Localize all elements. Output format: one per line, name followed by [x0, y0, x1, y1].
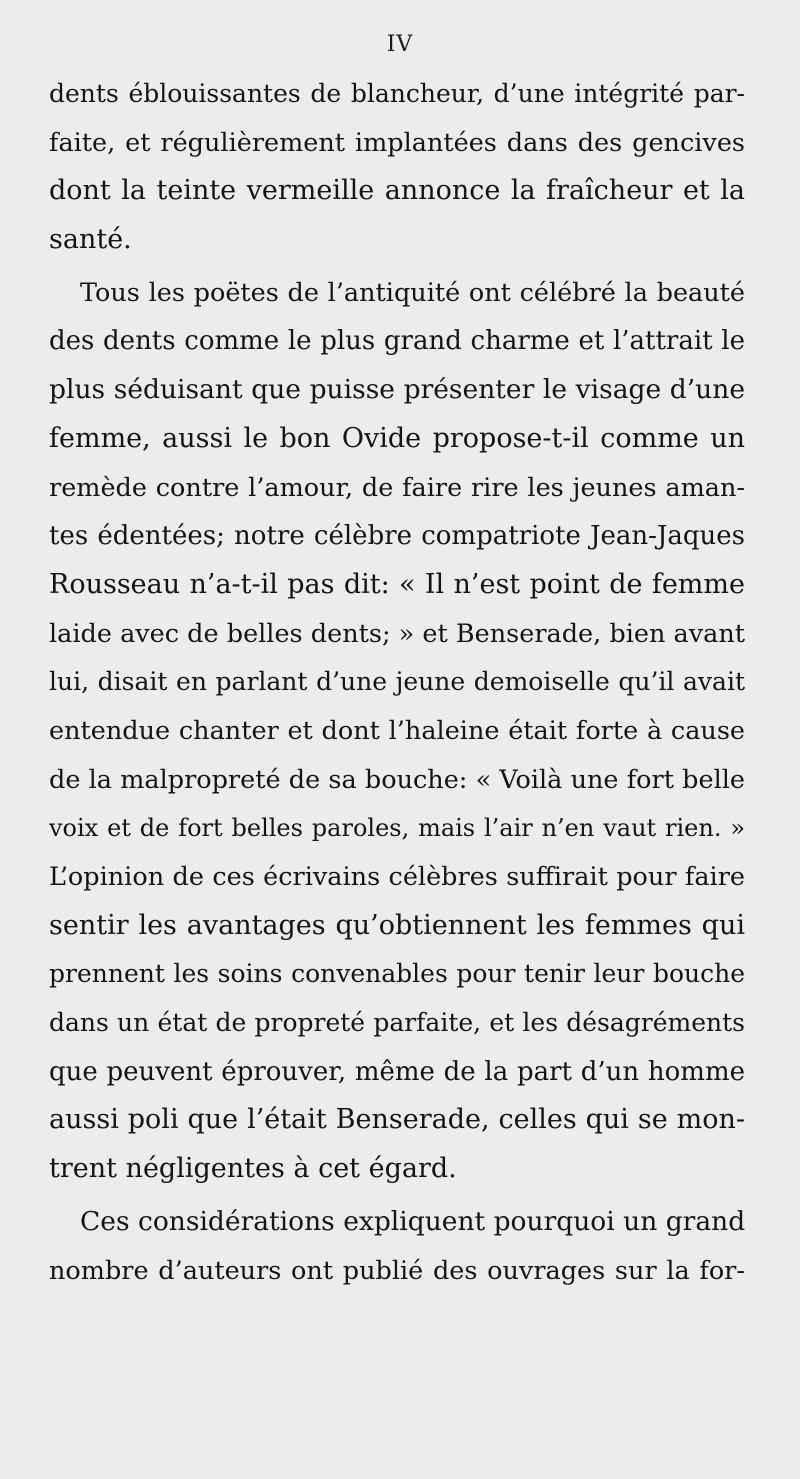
text-line: tes édentées; notre célèbre compatriote Jean-Jaques	[49, 521, 745, 552]
text-line: faite, et régulièrement implantées dans des gencives	[49, 127, 745, 158]
text-line: des dents comme le plus grand charme et l’attrait le	[49, 326, 745, 357]
text-line: nombre d’auteurs ont publié des ouvrages sur la for-	[49, 1255, 745, 1286]
text-line: Rousseau n’a-t-il pas dit: « Il n’est point de femme	[49, 568, 745, 600]
paragraph-2	[49, 269, 745, 1194]
text-line: prennent les soins convenables pour tenir leur bouche	[49, 959, 745, 989]
text-line: Tous les poëtes de l’antiquité ont célébré la beauté	[80, 277, 745, 308]
text-line: aussi poli que l’était Benserade, celles qui se mon-	[49, 1104, 745, 1136]
paragraph-1	[49, 70, 745, 265]
text-line: que peuvent éprouver, même de la part d’un homme	[49, 1056, 745, 1087]
text-line: dans un état de propreté parfaite, et les désagréments	[49, 1008, 745, 1038]
body-text	[49, 70, 745, 1295]
text-line: sentir les avantages qu’obtiennent les femmes qui	[49, 909, 745, 941]
text-line: Ces considérations expliquent pourquoi un grand	[80, 1205, 745, 1237]
text-line: laide avec de belles dents; » et Benserade, bien avant	[49, 618, 745, 649]
text-line: plus séduisant que puisse présenter le visage d’une	[49, 374, 745, 406]
text-line: dents éblouissantes de blancheur, d’une intégrité par-	[49, 79, 745, 108]
text-line: dont la teinte vermeille annonce la fraîcheur et la	[49, 175, 745, 207]
text-line: trent négligentes à cet égard.	[49, 1153, 457, 1185]
text-line: remède contre l’amour, de faire rire les jeunes aman-	[49, 472, 745, 503]
text-line: de la malpropreté de sa bouche: « Voilà une fort belle	[49, 764, 745, 795]
text-line: femme, aussi le bon Ovide propose-t-il comme un	[49, 422, 745, 454]
text-line: voix et de fort belles paroles, mais l’air n’en vaut rien. »	[49, 814, 745, 843]
text-line: lui, disait en parlant d’une jeune demoiselle qu’il avait	[49, 667, 745, 697]
paragraph-3	[49, 1198, 745, 1295]
text-line: entendue chanter et dont l’haleine était forte à cause	[49, 715, 745, 746]
text-line: santé.	[49, 224, 132, 256]
text-line: L’opinion de ces écrivains célèbres suffirait pour faire	[49, 862, 745, 892]
page-number: IV	[386, 32, 414, 57]
